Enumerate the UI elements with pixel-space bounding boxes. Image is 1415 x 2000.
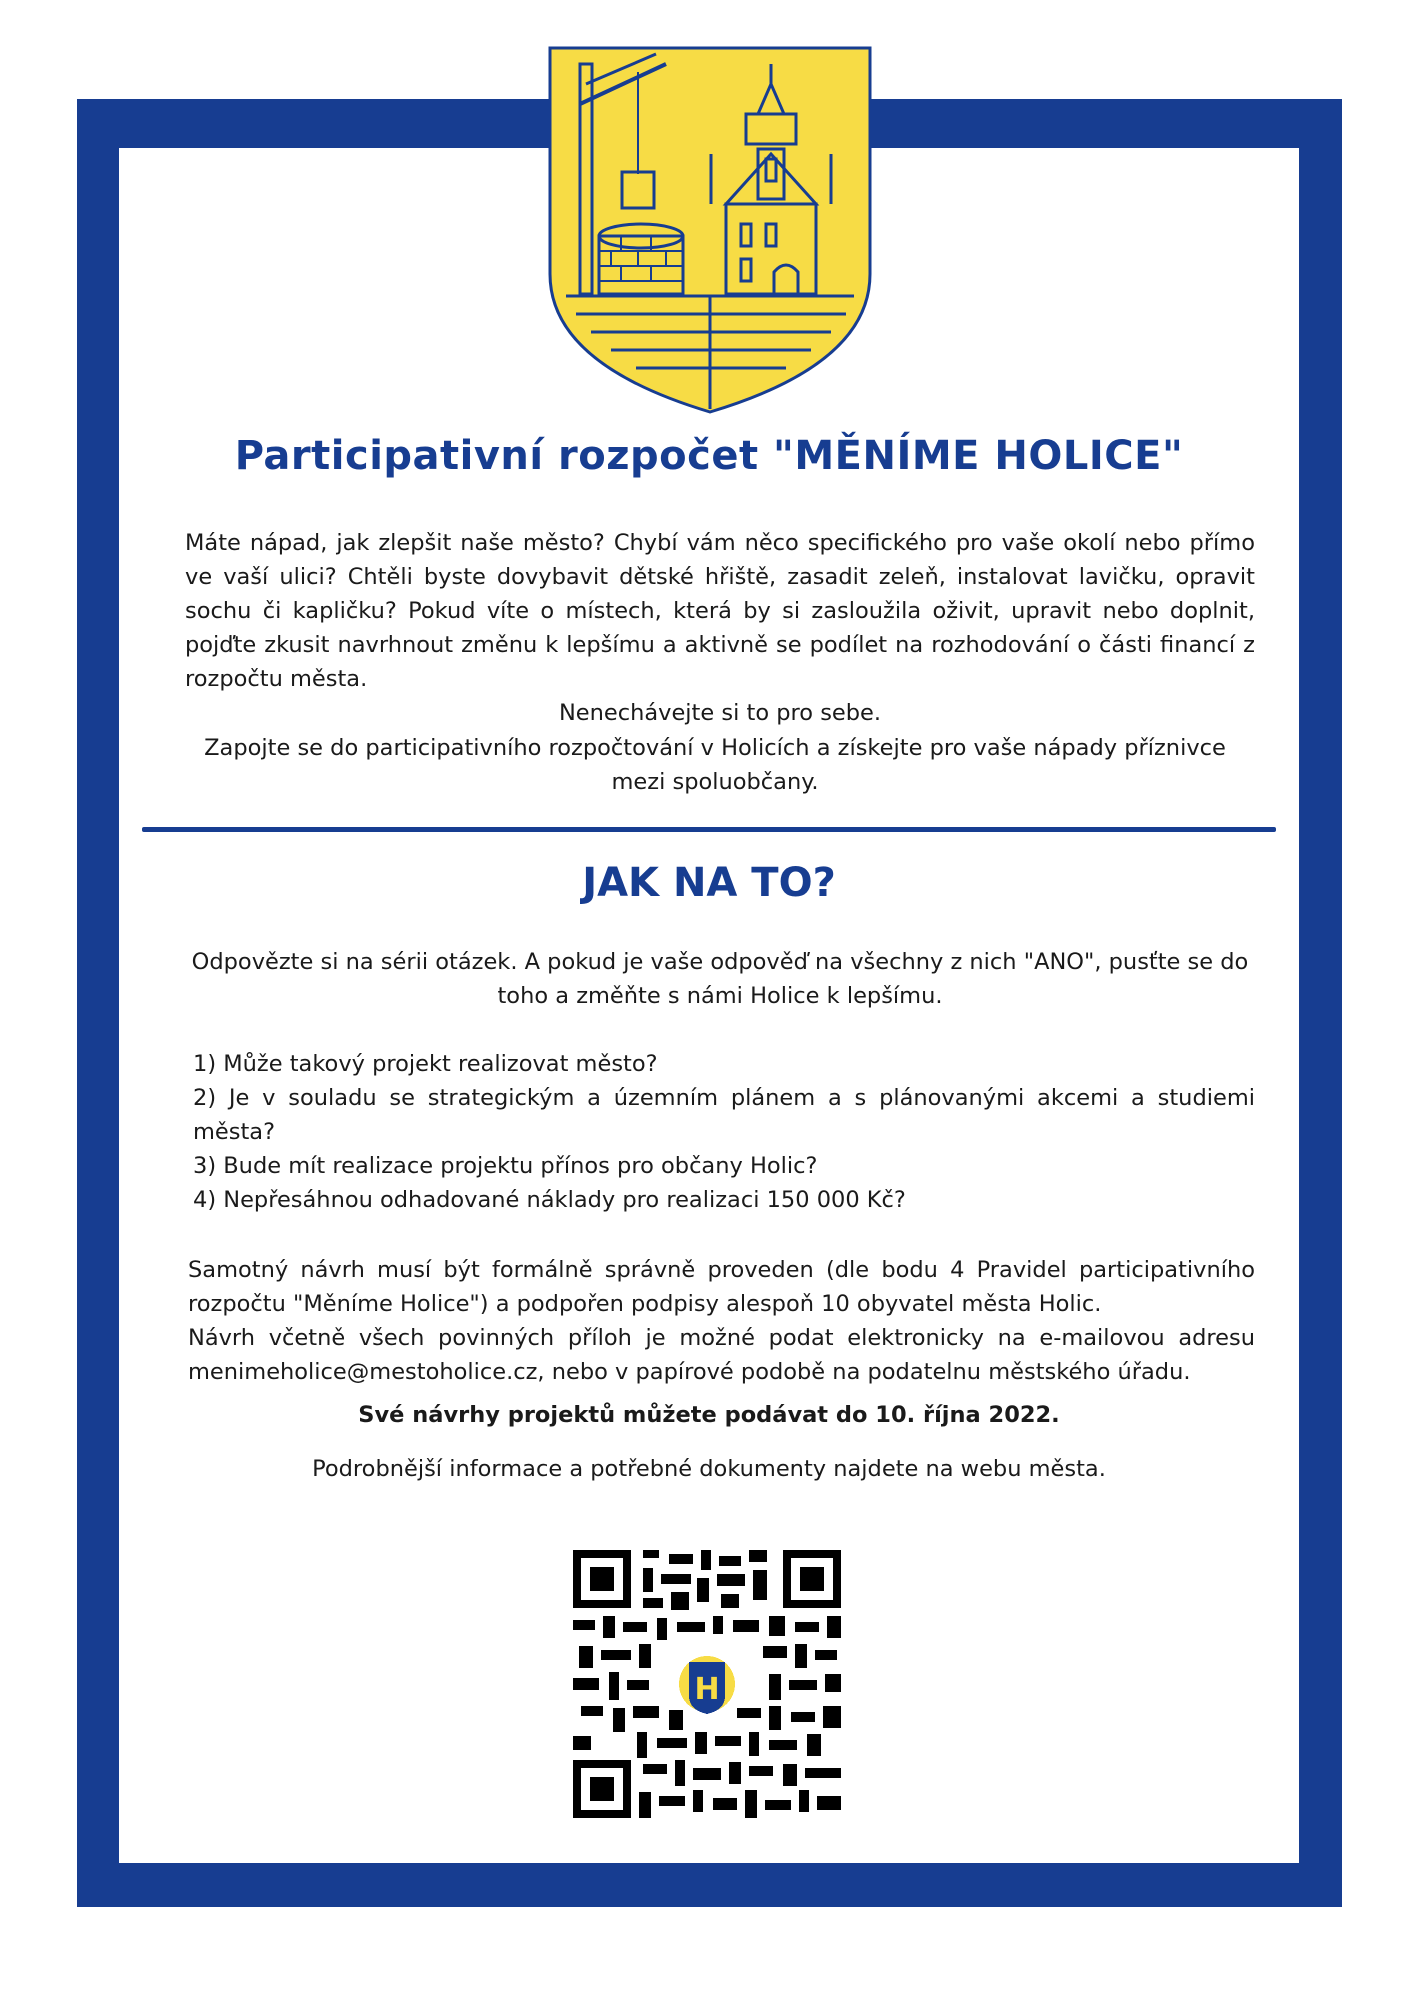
section-heading: JAK NA TO? [582,860,836,906]
deadline-text: Své návrhy projektů můžete podávat do 10. října 2022. [358,1402,1060,1428]
qr-center-letter: H [694,1672,720,1707]
list-item: 2) Je v souladu se strategickým a územním plánem a s plánovanými akcemi a studiemi města? [193,1085,1255,1145]
page-title: Participativní rozpočet "MĚNÍME HOLICE" [234,433,1184,479]
intro-text: Máte nápad, jak zlepšit naše město? Chybí vám něco specifického pro vaše okolí nebo přímo ve vaší ulici? Chtěli byste dovybavit dětské hřiště, zasadit zeleň, instalovat lavičku, opravit sochu či kapličku? Pokud víte o místech, která by si zasloužila oživit, upravit nebo doplnit, pojďte zkusit navrhnout změnu k lepšímu a aktivně se podílet na rozhodování o části financí z rozpočtu města. [185,530,1255,692]
list-item: 4) Nepřesáhnou odhadované náklady pro realizaci 150 000 Kč? [193,1187,906,1213]
intro-invite: Zapojte se do participativního rozpočtování v Holicích a získejte pro vaše nápady příznivce mezi spoluobčany. [204,735,1226,795]
question-list [193,1047,1255,1217]
note-paragraph: Návrh včetně všech povinných příloh je možné podat elektronicky na e-mailovou adresu menimeholice@mestoholice.cz, nebo v papírové podobě na podatelnu městského úřadu. [188,1325,1255,1385]
lead-text: Odpovězte si na sérii otázek. A pokud je vaše odpověď na všechny z nich "ANO", pusťte se do toho a změňte s námi Holice k lepšímu. [191,949,1249,1009]
submission-note [188,1253,1255,1389]
qr-code-icon[interactable] [573,1550,841,1818]
list-item: 3) Bude mít realizace projektu přínos pro občany Holic? [193,1153,818,1179]
intro-callout: Nenechávejte si to pro sebe. [558,700,882,726]
note-paragraph: Samotný návrh musí být formálně správně proveden (dle bodu 4 Pravidel participativního rozpočtu "Měníme Holice") a podpořen podpisy alespoň 10 obyvatel města Holic. [188,1257,1255,1317]
section-divider [142,827,1276,832]
list-item: 1) Může takový projekt realizovat město? [193,1051,658,1077]
intro-paragraph [185,526,1255,696]
holice-coat-of-arms-icon [546,44,874,416]
more-info-text: Podrobnější informace a potřebné dokumenty najdete na webu města. [312,1456,1106,1482]
